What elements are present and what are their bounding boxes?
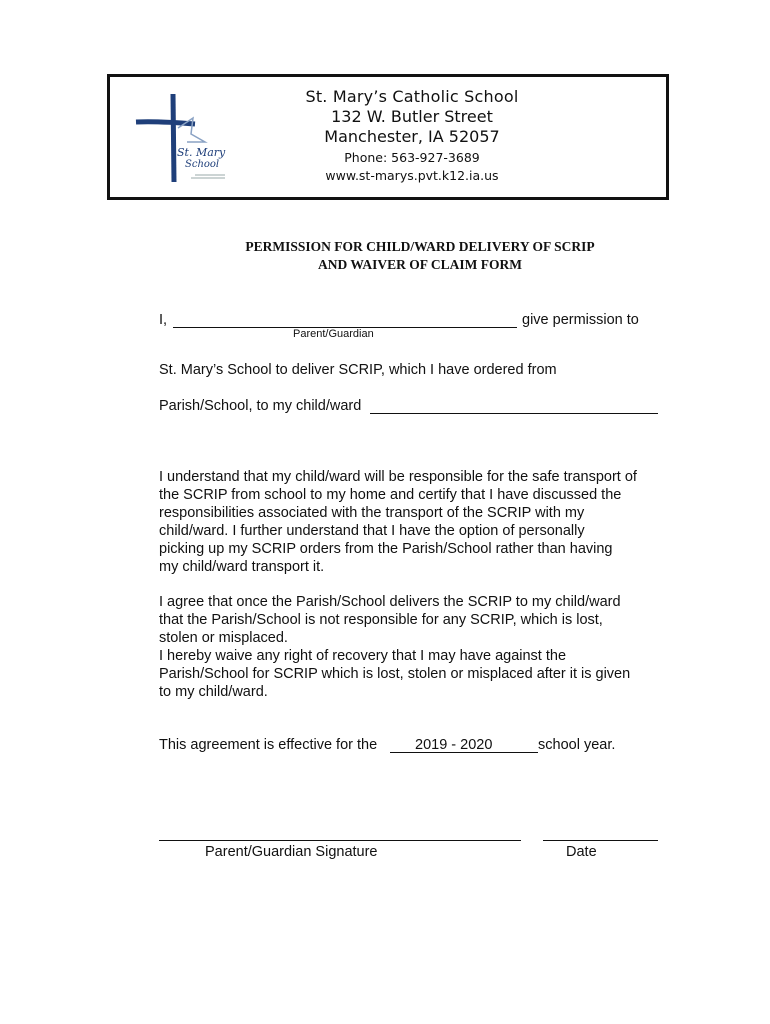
child-name-field[interactable] <box>370 413 658 414</box>
paragraph-line: I agree that once the Parish/School delivers the SCRIP to my child/ward <box>159 594 621 610</box>
date-field[interactable] <box>543 840 658 841</box>
agreement-prefix: This agreement is effective for the <box>159 737 378 753</box>
school-address: 132 W. Butler Street <box>331 107 493 126</box>
paragraph-line: my child/ward transport it. <box>159 559 325 575</box>
form-title <box>200 238 640 274</box>
paragraph-line: responsibilities associated with the transport of the SCRIP with my <box>159 505 585 521</box>
paragraph-line: child/ward. I further understand that I have the option of personally <box>159 523 585 539</box>
paragraph-line: stolen or misplaced. <box>159 630 288 646</box>
school-website[interactable]: www.st-marys.pvt.k12.ia.us <box>325 168 499 183</box>
school-info <box>222 86 602 185</box>
paragraph-line: picking up my SCRIP orders from the Parish/School rather than having <box>159 541 613 557</box>
paragraph-line: the SCRIP from school to my home and certify that I have discussed the <box>159 487 622 503</box>
signature-field[interactable] <box>159 840 521 841</box>
form-title-line-1: PERMISSION FOR CHILD/WARD DELIVERY OF SCRIP <box>245 239 595 254</box>
logo-text-1: St. Mary <box>177 146 226 159</box>
permission-line-3: Parish/School, to my child/ward <box>159 398 362 414</box>
parent-field-label: Parent/Guardian <box>293 328 374 340</box>
permission-line-2: St. Mary’s School to deliver SCRIP, which I have ordered from <box>159 362 557 378</box>
waiver-paragraph <box>159 593 679 701</box>
form-title-line-2: AND WAIVER OF CLAIM FORM <box>318 257 522 272</box>
school-logo <box>133 90 233 185</box>
paragraph-line: I hereby waive any right of recovery that I may have against the <box>159 648 567 664</box>
responsibility-paragraph <box>159 468 679 576</box>
school-city: Manchester, IA 52057 <box>324 127 500 146</box>
logo-text-2: School <box>185 159 220 170</box>
permission-suffix: give permission to <box>522 312 639 328</box>
signature-label: Parent/Guardian Signature <box>205 844 378 860</box>
agreement-suffix: school year. <box>538 737 616 753</box>
school-name: St. Mary’s Catholic School <box>305 87 519 106</box>
permission-prefix: I, <box>159 312 168 328</box>
paragraph-line: that the Parish/School is not responsible for any SCRIP, which is lost, <box>159 612 603 628</box>
school-year-value: 2019 - 2020 <box>415 737 493 753</box>
paragraph-line: I understand that my child/ward will be responsible for the safe transport of <box>159 469 637 485</box>
date-label: Date <box>566 844 597 860</box>
school-phone: Phone: 563-927-3689 <box>344 150 480 165</box>
paragraph-line: Parish/School for SCRIP which is lost, stolen or misplaced after it is given <box>159 666 631 682</box>
paragraph-line: to my child/ward. <box>159 684 268 700</box>
